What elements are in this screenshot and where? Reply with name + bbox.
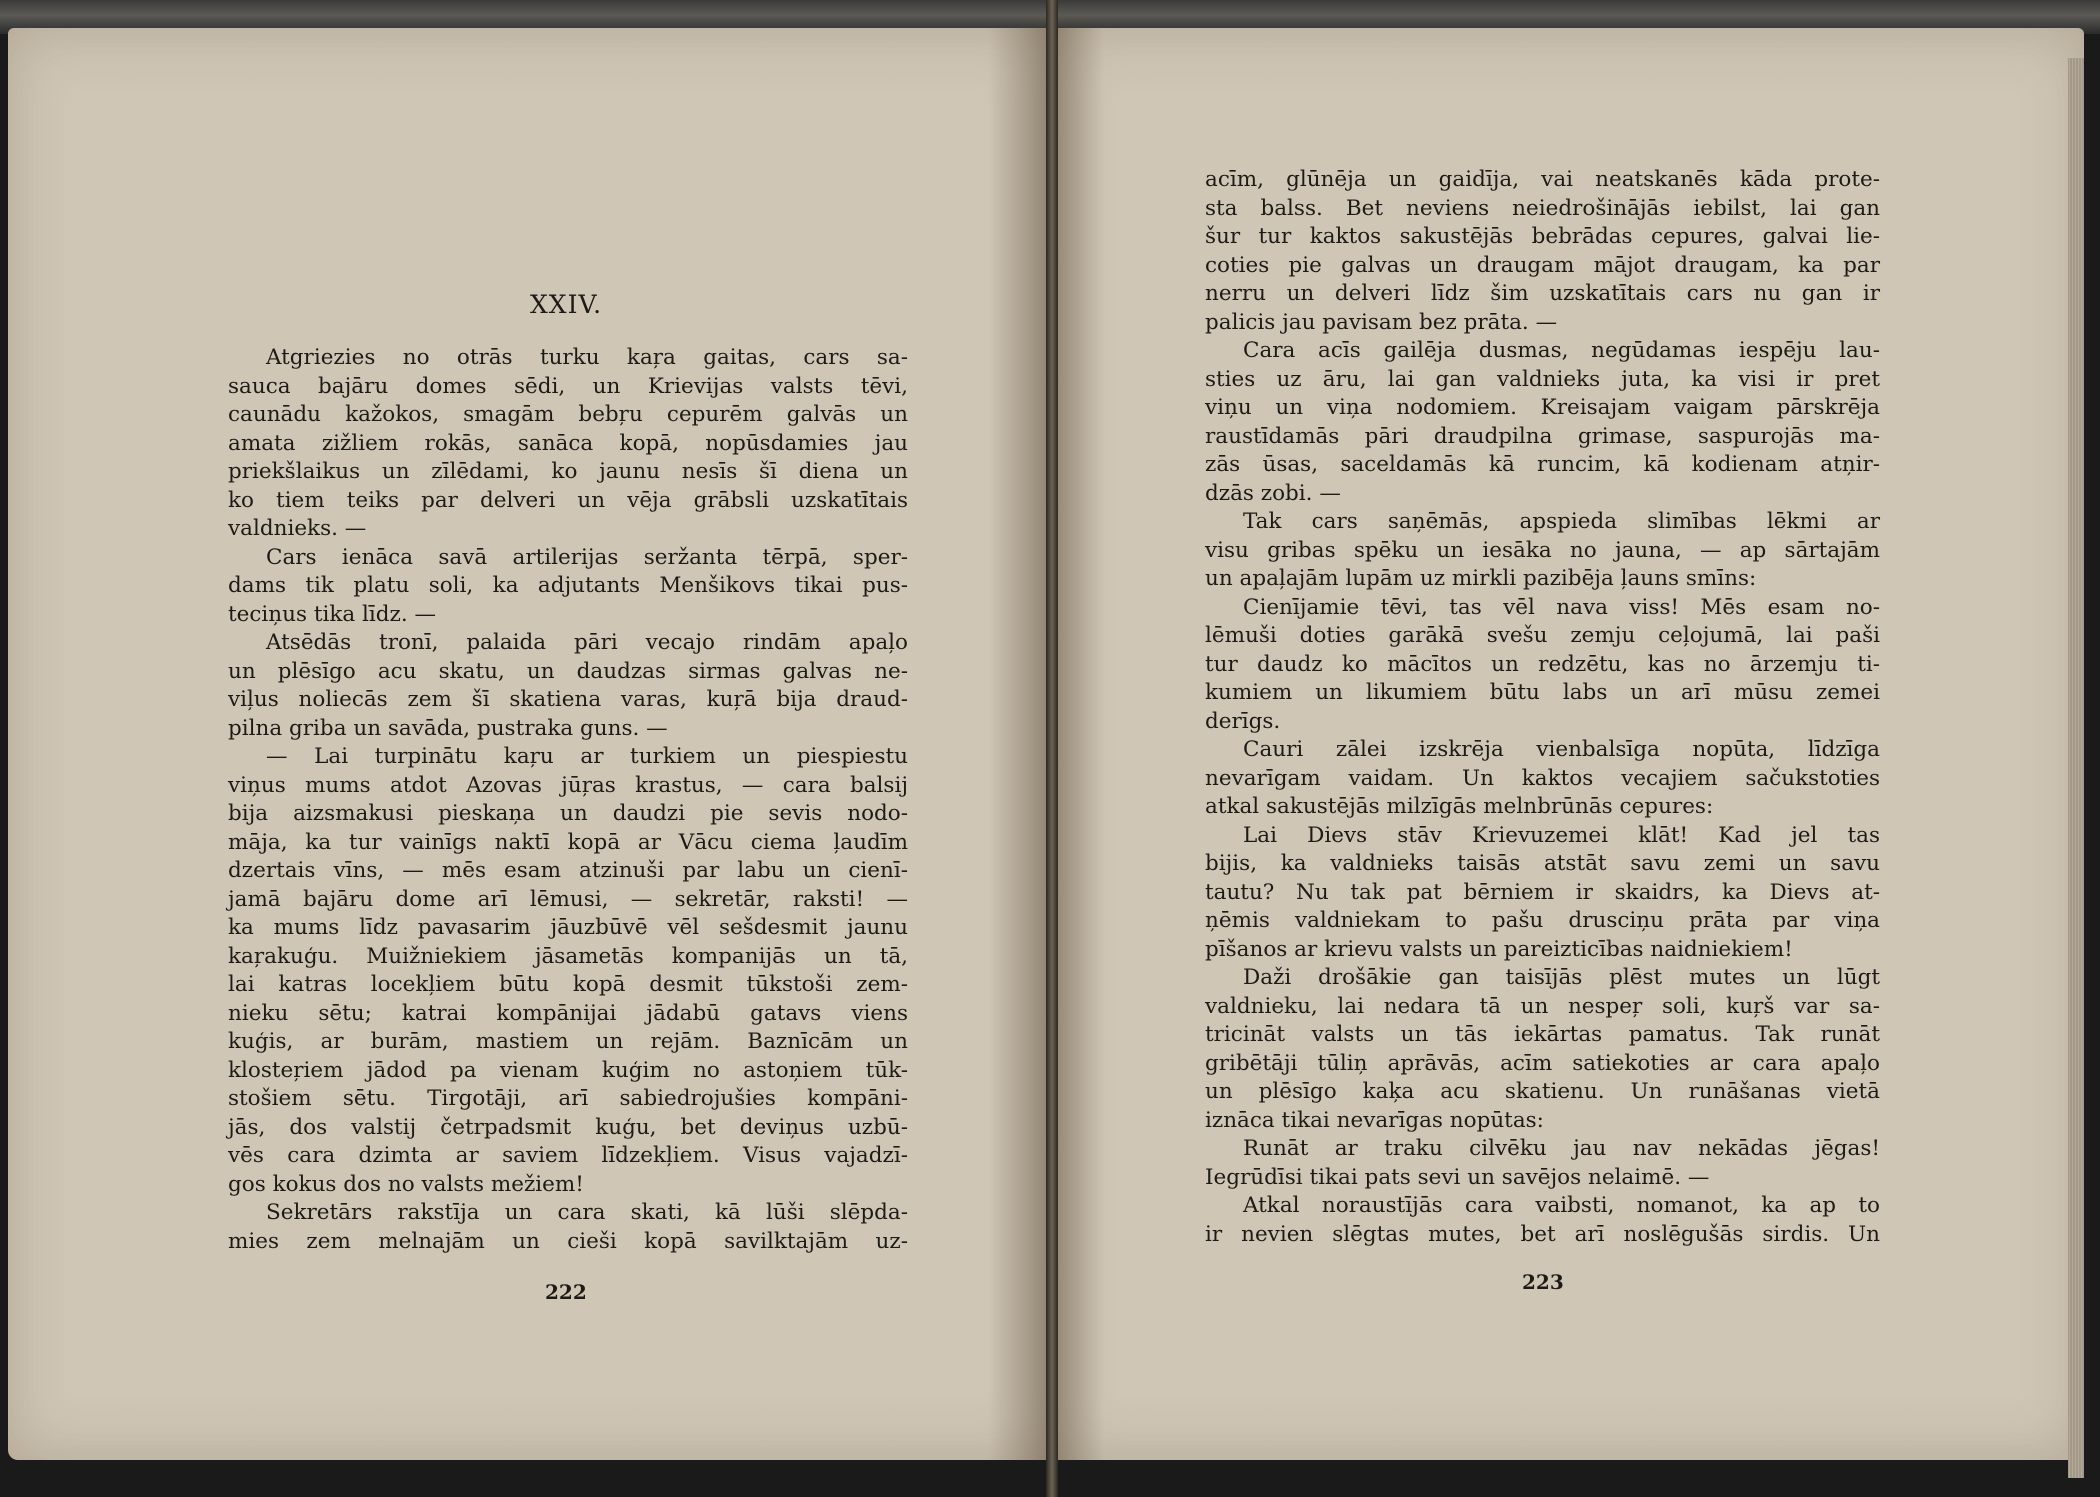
text-line: sties uz āru, lai gan valdnieks juta, ka visi ir pret	[1205, 366, 1880, 392]
text-line: coties pie galvas un draugam mājot draugam, ka par	[1205, 252, 1880, 278]
text-line: zās ūsas, saceldamās kā runcim, kā kodienam atņir-	[1205, 452, 1880, 477]
book-gutter	[1046, 0, 1058, 1497]
text-line: Cauri zālei izskrēja vienbalsīga nopūta, līdzīga	[1243, 737, 1880, 762]
text-line: pilna griba un savāda, pustraka guns. —	[228, 715, 668, 741]
text-line: nerru un delveri līdz šim uzskatītais cars nu gan ir	[1205, 281, 1880, 306]
chapter-heading: XXIV.	[530, 290, 603, 319]
text-line: Lai Dievs stāv Krievuzemei klāt! Kad jel tas	[1243, 822, 1880, 848]
text-line: Atgriezies no otrās turku kaŗa gaitas, cars sa-	[266, 345, 908, 370]
text-line: lai katras locekļiem būtu kopā desmit tūkstoši zem-	[228, 972, 908, 997]
text-line: derīgs.	[1205, 708, 1281, 734]
text-line: gos kokus dos no valsts mežiem!	[228, 1171, 584, 1197]
text-line: iznāca tikai nevarīgas nopūtas:	[1205, 1107, 1544, 1133]
text-line: Sekretārs rakstīja un cara skati, kā lūši slēpda-	[266, 1200, 908, 1225]
text-line: palicis jau pavisam bez prāta. —	[1205, 309, 1558, 335]
text-line: nieku sētu; katrai kompānijai jādabū gatavs viens	[228, 1000, 908, 1026]
text-line: Iegrūdīsi tikai pats sevi un savējos nelaimē. —	[1205, 1164, 1710, 1190]
text-line: Cara acīs gailēja dusmas, negūdamas iespēju lau-	[1243, 338, 1880, 363]
text-line: un plēsīgo acu skatu, un daudzas sirmas galvas ne-	[228, 658, 908, 684]
text-line: kuģis, ar burām, mastiem un rejām. Baznīcām un	[228, 1029, 908, 1054]
text-line: sta balss. Bet neviens neiedrošinājās iebilst, lai gan	[1205, 195, 1880, 221]
text-line: dzās zobi. —	[1205, 480, 1341, 506]
text-line: jās, dos valstij četrpadsmit kuģu, bet deviņus uzbū-	[228, 1114, 908, 1140]
text-line: valdnieks. —	[228, 516, 367, 541]
left-page-text	[228, 344, 908, 1256]
paragraph	[1205, 964, 1880, 1135]
paragraph	[228, 629, 908, 743]
paragraph	[1205, 822, 1880, 965]
paragraph	[1205, 594, 1880, 737]
text-line: — Lai turpinātu kaŗu ar turkiem un piespiestu	[266, 744, 908, 769]
text-line: tautu? Nu tak pat bērniem ir skaidrs, ka Dievs at-	[1205, 879, 1880, 905]
page-number-left: 222	[545, 1280, 587, 1304]
text-line: viņu un viņa nodomiem. Kreisajam vaigam pārskrēja	[1205, 395, 1880, 420]
text-line: raustīdamās pāri draudpilna grimase, saspurojās ma-	[1205, 423, 1880, 449]
text-line: dams tik platu soli, ka adjutants Menšikovs tikai pus-	[228, 573, 908, 598]
text-line: māja, ka tur vainīgs naktī kopā ar Vācu ciema ļaudīm	[228, 829, 908, 855]
paragraph	[1205, 166, 1880, 337]
text-line: bija aizsmakusi pieskaņa un daudzi pie sevis nodo-	[228, 801, 908, 826]
text-line: ko tiem teiks par delveri un vēja grābsli uzskatītais	[228, 487, 908, 513]
text-line: acīm, glūnēja un gaidīja, vai neatskanēs kāda prote-	[1205, 167, 1880, 192]
text-line: Runāt ar traku cilvēku jau nav nekādas jēgas!	[1243, 1136, 1880, 1161]
text-line: Atkal noraustījās cara vaibsti, nomanot, ka ap to	[1243, 1193, 1880, 1218]
text-line: atkal sakustējās milzīgās melnbrūnās cepures:	[1205, 794, 1714, 819]
text-line: mies zem melnajām un cieši kopā savilktajām uz-	[228, 1228, 908, 1254]
text-line: gribētāji tūliņ aprāvās, acīm satiekoties ar cara apaļo	[1205, 1050, 1880, 1076]
paragraph	[1205, 508, 1880, 594]
paragraph	[228, 344, 908, 544]
page-number-right: 223	[1522, 1270, 1564, 1294]
text-line: amata zižliem rokās, sanāca kopā, nopūsdamies jau	[228, 430, 908, 456]
text-line: un apaļajām lupām uz mirkli pazibēja ļauns smīns:	[1205, 566, 1757, 591]
text-line: jamā bajāru dome arī lēmusi, — sekretār, raksti! —	[228, 886, 908, 912]
text-line: valdnieku, lai nedara tā un nespeŗ soli, kuŗš var sa-	[1205, 993, 1880, 1019]
paragraph	[228, 544, 908, 630]
text-line: Cars ienāca savā artilerijas seržanta tērpā, sper-	[266, 544, 908, 570]
text-line: nevarīgam vaidam. Un kaktos vecajiem sačukstoties	[1205, 765, 1880, 791]
text-line: stošiem sētu. Tirgotāji, arī sabiedrojušies kompāni-	[228, 1086, 908, 1111]
text-line: bijis, ka valdnieks taisās atstāt savu zemi un savu	[1205, 851, 1880, 876]
text-line: pīšanos ar krievu valsts un pareizticības naidniekiem!	[1205, 936, 1793, 962]
text-line: teciņus tika līdz. —	[228, 601, 437, 627]
text-line: šur tur kaktos sakustējās bebrādas cepures, galvai lie-	[1205, 224, 1880, 249]
text-line: viņus mums atdot Azovas jūŗas krastus, — cara balsij	[228, 772, 908, 798]
paragraph	[1205, 736, 1880, 822]
text-line: priekšlaikus un zīlēdami, ko jaunu nesīs šī diena un	[228, 459, 908, 484]
text-line: klosteŗiem jādod pa vienam kuģim no astoņiem tūk-	[228, 1057, 908, 1083]
paragraph	[1205, 1192, 1880, 1249]
text-line: tur daudz ko mācītos un redzētu, kas no ārzemju ti-	[1205, 651, 1880, 677]
text-line: tricināt valsts un tās iekārtas pamatus. Tak runāt	[1205, 1022, 1880, 1047]
text-line: ka mums līdz pavasarim jāuzbūvē vēl sešdesmit jaunu	[228, 915, 908, 940]
paragraph	[228, 743, 908, 1199]
paragraph	[228, 1199, 908, 1256]
text-line: caunādu kažokos, smagām bebŗu cepurēm galvās un	[228, 402, 908, 427]
text-line: ir nevien slēgtas mutes, bet arī noslēgušās sirdis. Un	[1205, 1221, 1880, 1247]
text-line: Tak cars saņēmās, apspieda slimības lēkmi ar	[1243, 509, 1880, 534]
text-line: Cienījamie tēvi, tas vēl nava viss! Mēs esam no-	[1243, 594, 1880, 620]
text-line: Daži drošākie gan taisījās plēst mutes un lūgt	[1243, 965, 1880, 990]
text-line: visu gribas spēku un iesāka no jauna, — ap sārtajām	[1205, 537, 1880, 563]
text-line: kaŗakuģu. Muižniekiem jāsametās kompanijās un tā,	[228, 943, 908, 969]
text-line: dzertais vīns, — mēs esam atzinuši par labu un cienī-	[228, 858, 908, 883]
text-line: un plēsīgo kaķa acu skatienu. Un runāšanas vietā	[1205, 1079, 1880, 1104]
paragraph	[1205, 337, 1880, 508]
text-line: kumiem un likumiem būtu labs un arī mūsu zemei	[1205, 680, 1880, 705]
text-line: viļus noliecās zem šī skatiena varas, kuŗā bija draud-	[228, 687, 908, 712]
text-line: lēmuši doties garākā svešu zemju ceļojumā, lai paši	[1205, 623, 1880, 648]
text-line: vēs cara dzimta ar saviem līdzekļiem. Visus vajadzī-	[228, 1143, 908, 1168]
paragraph	[1205, 1135, 1880, 1192]
right-page-text	[1205, 166, 1880, 1249]
text-line: Atsēdās tronī, palaida pāri vecajo rindām apaļo	[266, 630, 908, 655]
text-line: ņēmis valdniekam to pašu drusciņu prāta par viņa	[1205, 908, 1880, 933]
page-stack-edge	[2068, 58, 2084, 1478]
text-line: sauca bajāru domes sēdi, un Krievijas valsts tēvi,	[228, 373, 908, 399]
